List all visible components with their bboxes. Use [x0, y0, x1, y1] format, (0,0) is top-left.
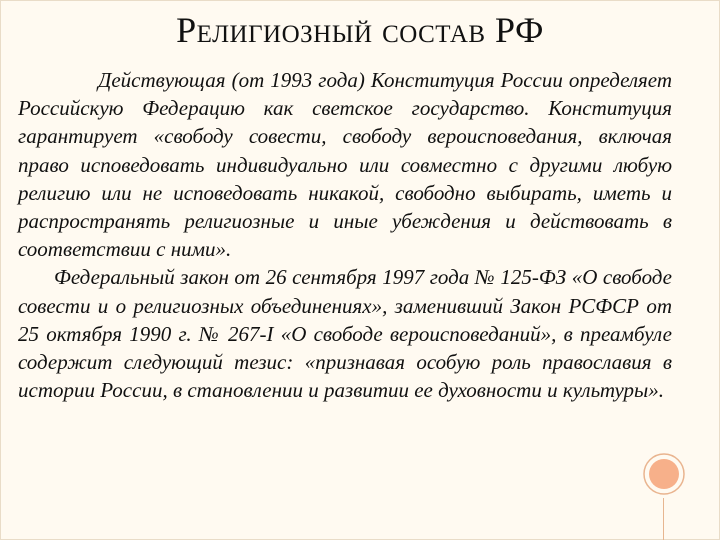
decorative-line: [663, 498, 664, 540]
slide-title: Религиозный состав РФ: [176, 10, 544, 50]
paragraph-federal-law: Федеральный закон от 26 сентября 1997 года № 125-ФЗ «О свободе совести и о религиозных объединениях», заменивший Закон РСФСР от 25 октября 1990 г. № 267-I «О свободе вероисповеданий», в преамбуле содержит следующий тезис: «признавая особую роль православия в истории России, в становлении и развитии ее духовности и культуры».: [18, 265, 672, 403]
slide-body: [18, 66, 672, 404]
circle-ornament-icon: [642, 452, 686, 496]
paragraph-constitution: Действующая (от 1993 года) Конституция России определяет Российскую Федерацию как светское государство. Конституция гарантирует «свободу совести, свободу вероисповедания, включая право исповедовать индивидуально или совместно с другими любую религию или не исповедовать никакой, свободно выбирать, иметь и распространять религиозные и иные убеждения и действовать в соответствии с ними».: [18, 68, 672, 262]
